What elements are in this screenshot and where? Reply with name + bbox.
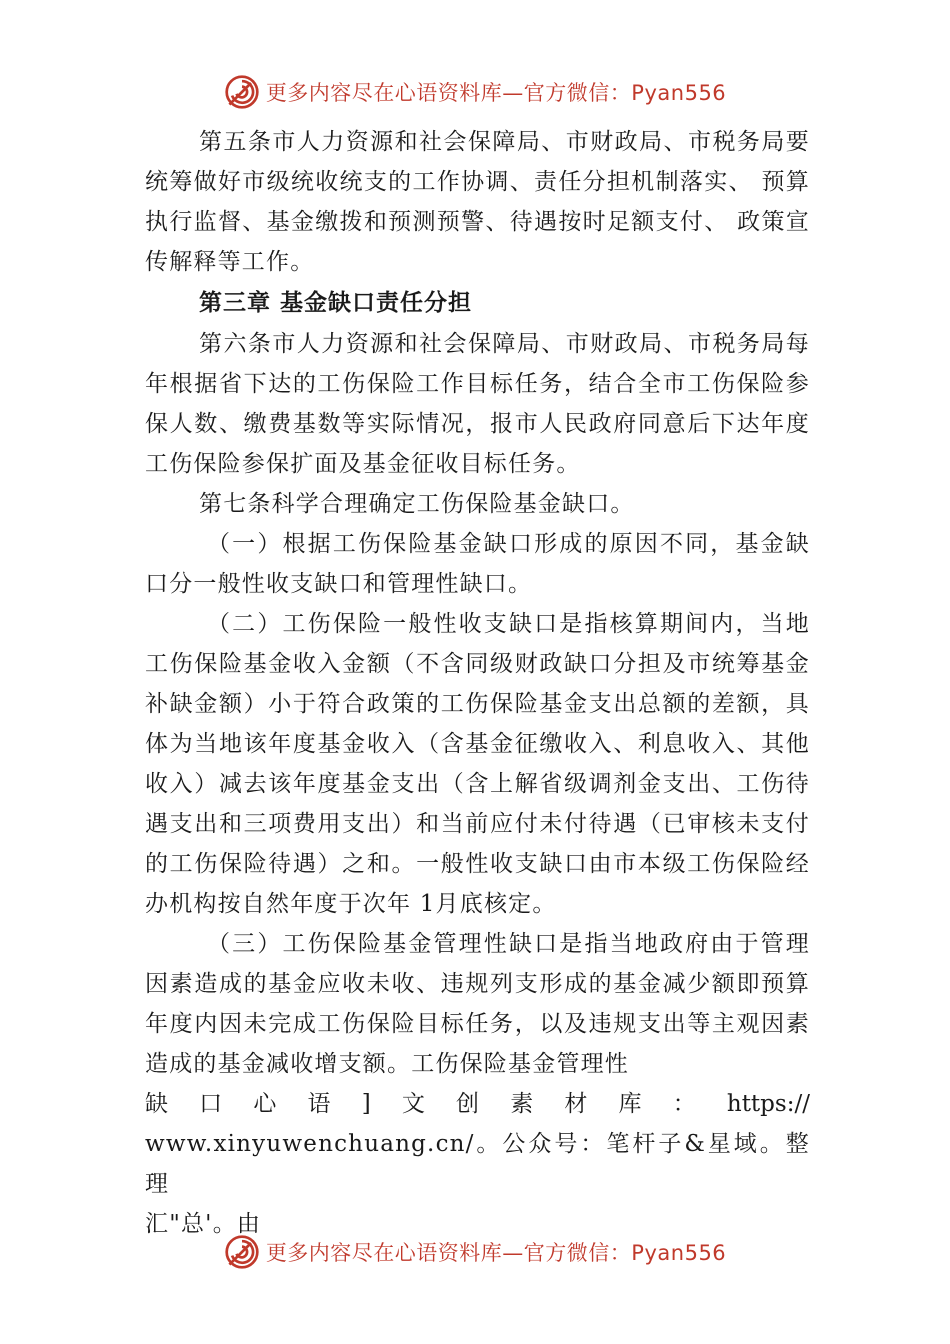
document-body [145, 122, 810, 1244]
url-line: www.xinyuwenchuang.cn/。公众号：笔杆子&星域。整理 [145, 1131, 810, 1197]
clause-1-paragraph: （一）根据工伤保险基金缺口形成的原因不同，基金缺口分一般性收支缺口和管理性缺口。 [145, 531, 810, 597]
spaced-source-line [145, 1084, 810, 1124]
spaced-char: 语 [307, 1091, 331, 1117]
spiral-logo-icon [224, 1234, 260, 1270]
spaced-char: 材 [564, 1091, 588, 1117]
article-5-paragraph: 第五条市人力资源和社会保障局、市财政局、市税务局要统筹做好市级统收统支的工作协调、责任分担机制落实、 预算执行监督、基金缴拨和预测预警、待遇按时足额支付、 政策宣传解释等工作。 [145, 129, 810, 275]
spaced-char: ： [672, 1091, 696, 1117]
article-6-paragraph: 第六条市人力资源和社会保障局、市财政局、市税务局每年根据省下达的工伤保险工作目标任务，结合全市工伤保险参保人数、缴费基数等实际情况，报市人民政府同意后下达年度工伤保险参保扩面及基金征收目标任务。 [145, 331, 810, 477]
spaced-char: https:// [726, 1091, 810, 1117]
spaced-char: 口 [199, 1091, 223, 1117]
watermark-text: 更多内容尽在心语资料库—官方微信：Pyan556 [265, 1241, 727, 1265]
header-watermark-banner [0, 72, 950, 112]
spaced-char: 创 [456, 1091, 480, 1117]
clause-2-paragraph: （二）工伤保险一般性收支缺口是指核算期间内，当地工伤保险基金收入金额（不含同级财政缺口分担及市统筹基金补缺金额）小于符合政策的工伤保险基金支出总额的差额，具体为当地该年度基金收入（含基金征缴收入、利息收入、其他收入）减去该年度基金支出（含上解省级调剂金支出、工伤待遇支出和三项费用支出）和当前应付未付待遇（已审核未支付的工伤保险待遇）之和。一般性收支缺口由市本级工伤保险经办机构按自然年度于次年 1月底核定。 [145, 611, 810, 917]
watermark-text: 更多内容尽在心语资料库—官方微信：Pyan556 [265, 81, 727, 105]
spiral-logo-icon [224, 74, 260, 110]
footer-watermark-banner [0, 1232, 950, 1272]
clause-3-paragraph: （三）工伤保险基金管理性缺口是指当地政府由于管理因素造成的基金应收未收、违规列支形成的基金减少额即预算年度内因未完成工伤保险目标任务，以及违规支出等主观因素造成的基金减收增支额。工伤保险基金管理性 [145, 931, 810, 1077]
spaced-char: 缺 [145, 1091, 168, 1117]
spaced-char: 素 [510, 1091, 534, 1117]
chapter-heading: 第三章 基金缺口责任分担 [199, 290, 473, 316]
spaced-char: 库 [618, 1091, 642, 1117]
article-7-paragraph: 第七条科学合理确定工伤保险基金缺口。 [199, 491, 635, 517]
spaced-char: 心 [253, 1091, 277, 1117]
last-line: 汇"总'。由 [145, 1211, 262, 1237]
spaced-char: ] [361, 1091, 371, 1117]
spaced-char: 文 [401, 1091, 425, 1117]
